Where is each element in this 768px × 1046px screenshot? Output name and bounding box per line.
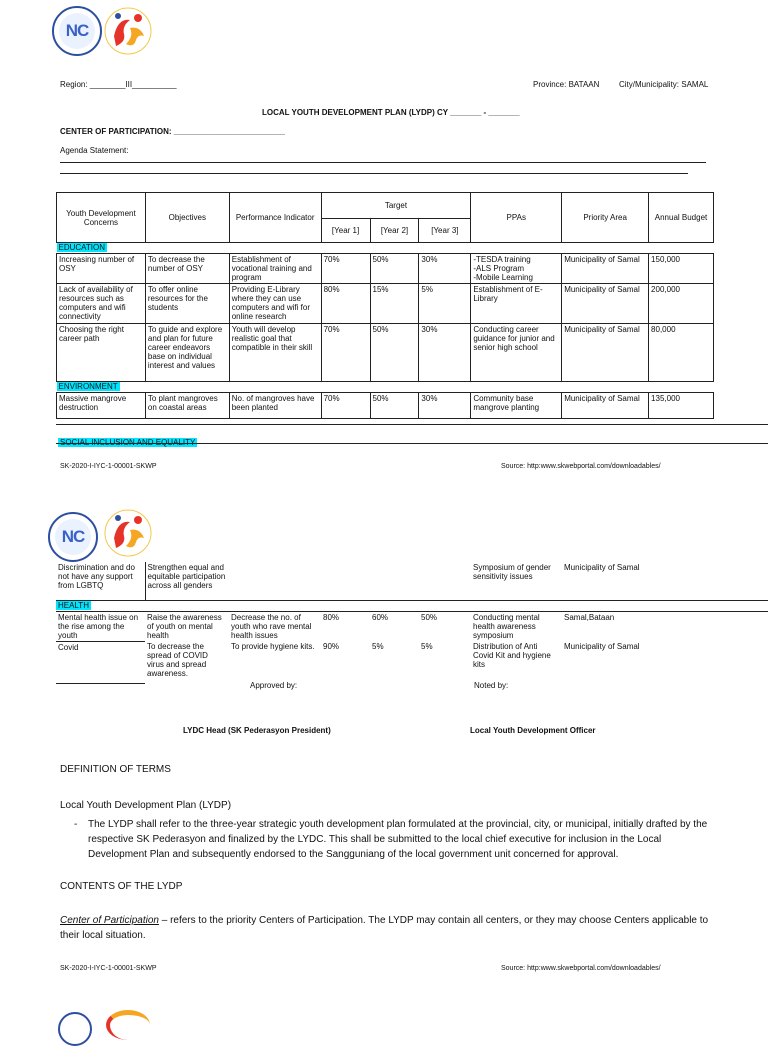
cell-indicator: Decrease the no. of youth who rave mental health issues: [231, 612, 312, 640]
footer-code: SK-2020-I-IYC-1-00001-SKWP: [60, 463, 157, 470]
cell-area: Municipality of Samal: [562, 393, 649, 419]
definition-heading: DEFINITION OF TERMS: [60, 764, 171, 775]
approved-by-label: Approved by:: [250, 681, 298, 690]
cell-y3: 5%: [421, 642, 433, 651]
nc-logo: NC: [52, 6, 102, 56]
category-education: EDUCATION: [58, 243, 106, 252]
cell-y2: 50%: [370, 254, 419, 284]
cell-area: Municipality of Samal: [562, 254, 649, 284]
lydp-table: [56, 192, 714, 419]
header-target: Target: [321, 193, 471, 219]
signatory-lydc-head: LYDC Head (SK Pederasyon President): [183, 726, 331, 735]
table-row: [57, 324, 714, 382]
cell-indicator: Establishment of vocational training and program: [229, 254, 321, 284]
cell-y3: 30%: [419, 324, 471, 382]
table-row: [56, 611, 768, 641]
cell-y1: 70%: [321, 324, 370, 382]
cell-objective: To plant mangroves on coastal areas: [145, 393, 229, 419]
header-objectives: Objectives: [145, 193, 229, 243]
cell-y2: 50%: [370, 324, 419, 382]
cell-concern: Choosing the right career path: [57, 324, 146, 382]
header-ppas: PPAs: [471, 193, 562, 243]
sk-logo: [104, 6, 152, 61]
cell-concern: Mental health issue on the rise among the youth: [56, 611, 145, 641]
category-health: HEALTH: [58, 600, 89, 610]
cell-y1: 70%: [321, 254, 370, 284]
footer-code: SK-2020-I-IYC-1-00001-SKWP: [60, 965, 157, 972]
divider: [56, 424, 768, 425]
table-row: [57, 254, 714, 284]
lydp-term: Local Youth Development Plan (LYDP): [60, 800, 232, 811]
cell-y1: 70%: [321, 393, 370, 419]
cell-objective: To guide and explore and plan for future career endeavors base on individual interest and values: [145, 324, 229, 382]
document-title: LOCAL YOUTH DEVELOPMENT PLAN (LYDP) CY _______ - _______: [262, 108, 520, 117]
header-indicator: Performance Indicator: [229, 193, 321, 243]
cell-y2: 50%: [370, 393, 419, 419]
lydp-table-continued: [56, 562, 768, 684]
agenda-line: [60, 162, 706, 163]
center-of-participation: CENTER OF PARTICIPATION: _________________________: [60, 127, 286, 136]
cell-y3: 5%: [419, 284, 471, 324]
cell-y1: 90%: [323, 642, 340, 651]
cop-term: Center of Participation: [60, 915, 159, 926]
cell-budget: 200,000: [649, 284, 714, 324]
cell-objective: To decrease the number of OSY: [145, 254, 229, 284]
header-priority: Priority Area: [562, 193, 649, 243]
cell-budget: 80,000: [649, 324, 714, 382]
header-year3: [Year 3]: [419, 219, 471, 243]
cell-y2: 5%: [372, 642, 384, 651]
cell-y3: 50%: [421, 612, 438, 622]
nc-logo: [58, 1012, 92, 1046]
table-row: [56, 641, 768, 683]
contents-heading: CONTENTS OF THE LYDP: [60, 881, 183, 892]
cell-concern: Increasing number of OSY: [57, 254, 146, 284]
table-row: [57, 284, 714, 324]
header-year1: [Year 1]: [321, 219, 370, 243]
cell-indicator: To provide hygiene kits.: [231, 642, 315, 651]
cell-budget: 150,000: [649, 254, 714, 284]
cell-concern: Massive mangrove destruction: [57, 393, 146, 419]
cell-budget: 135,000: [649, 393, 714, 419]
cell-objective: Raise the awareness of youth on mental health: [147, 612, 222, 640]
category-environment: ENVIRONMENT: [58, 382, 118, 391]
cell-area: Municipality of Samal: [562, 284, 649, 324]
cell-ppas: -TESDA training -ALS Program -Mobile Learning: [471, 254, 562, 284]
divider: [56, 443, 768, 444]
agenda-line: [60, 173, 688, 174]
header-year2: [Year 2]: [370, 219, 419, 243]
province-field: Province: BATAAN: [533, 80, 600, 89]
cell-y2: 60%: [372, 612, 389, 622]
cell-ppas: Conducting career guidance for junior and senior high school: [471, 324, 562, 382]
cell-y3: 30%: [419, 393, 471, 419]
bullet-dash: -: [74, 819, 78, 830]
cell-concern: Lack of availability of resources such as computers and wifi connectivity: [57, 284, 146, 324]
table-row: Discrimination and do not have any support from LGBTQ Strengthen equal and equitable participation across all genders Symposium of gender sensitivity issues Municipality of Samal: [56, 562, 768, 600]
footer-source: Source: http:www.skwebportal.com/downloadables/: [501, 965, 661, 972]
table-row: [57, 393, 714, 419]
footer-source: Source: http:www.skwebportal.com/downloadables/: [501, 463, 661, 470]
signatory-lydo: Local Youth Development Officer: [470, 726, 596, 735]
cell-y1: 80%: [321, 284, 370, 324]
category-social: [58, 432, 197, 450]
city-field: City/Municipality: SAMAL: [619, 80, 709, 89]
agenda-label: Agenda Statement:: [60, 146, 129, 155]
cell-area: Samal,Bataan: [564, 612, 615, 622]
header-budget: Annual Budget: [649, 193, 714, 243]
lydp-definition: The LYDP shall refer to the three-year strategic youth development plan formulated at the provincial, city, or municipal, initially drafted by the respective SK Pederasyon and finalized by the LYDC. This shall be submitted to the local chief executive for inclusion in the Local Development Plan and subsequently endorsed to the Sangguniang of the local government unit concerned for approval.: [88, 819, 708, 860]
cell-area: Municipality of Samal: [562, 324, 649, 382]
cell-indicator: Providing E-Library where they can use computers and wifi for online research: [229, 284, 321, 324]
cell-ppas: Distribution of Anti Covid Kit and hygiene kits: [473, 642, 551, 669]
header-concerns: Youth Development Concerns: [57, 193, 146, 243]
sk-logo: [106, 1010, 150, 1040]
center-of-participation-definition: [60, 913, 710, 943]
cell-indicator: No. of mangroves have been planted: [229, 393, 321, 419]
cell-concern: Covid: [56, 641, 145, 683]
cell-ppas: Conducting mental health awareness symposium: [473, 612, 540, 640]
cell-ppas: Community base mangrove planting: [471, 393, 562, 419]
cell-y1: 80%: [323, 612, 340, 622]
cell-objective: To decrease the spread of COVID virus and spread awareness.: [147, 642, 208, 678]
cell-objective: To offer online resources for the students: [145, 284, 229, 324]
cell-area: Municipality of Samal: [564, 642, 640, 651]
sk-logo: [104, 508, 152, 563]
cell-y3: 30%: [419, 254, 471, 284]
nc-logo: NC: [48, 512, 98, 562]
cell-budget: [649, 611, 768, 641]
noted-by-label: Noted by:: [474, 681, 509, 690]
cell-y2: 15%: [370, 284, 419, 324]
cell-budget: [649, 641, 768, 683]
cell-indicator: Youth will develop realistic goal that compatible in their skill: [229, 324, 321, 382]
region-field: Region: ________III__________: [60, 80, 177, 89]
cop-text: – refers to the priority Centers of Participation. The LYDP may contain all centers, or they may choose Centers applicable to their local situation.: [60, 915, 709, 941]
cell-ppas: Establishment of E-Library: [471, 284, 562, 324]
